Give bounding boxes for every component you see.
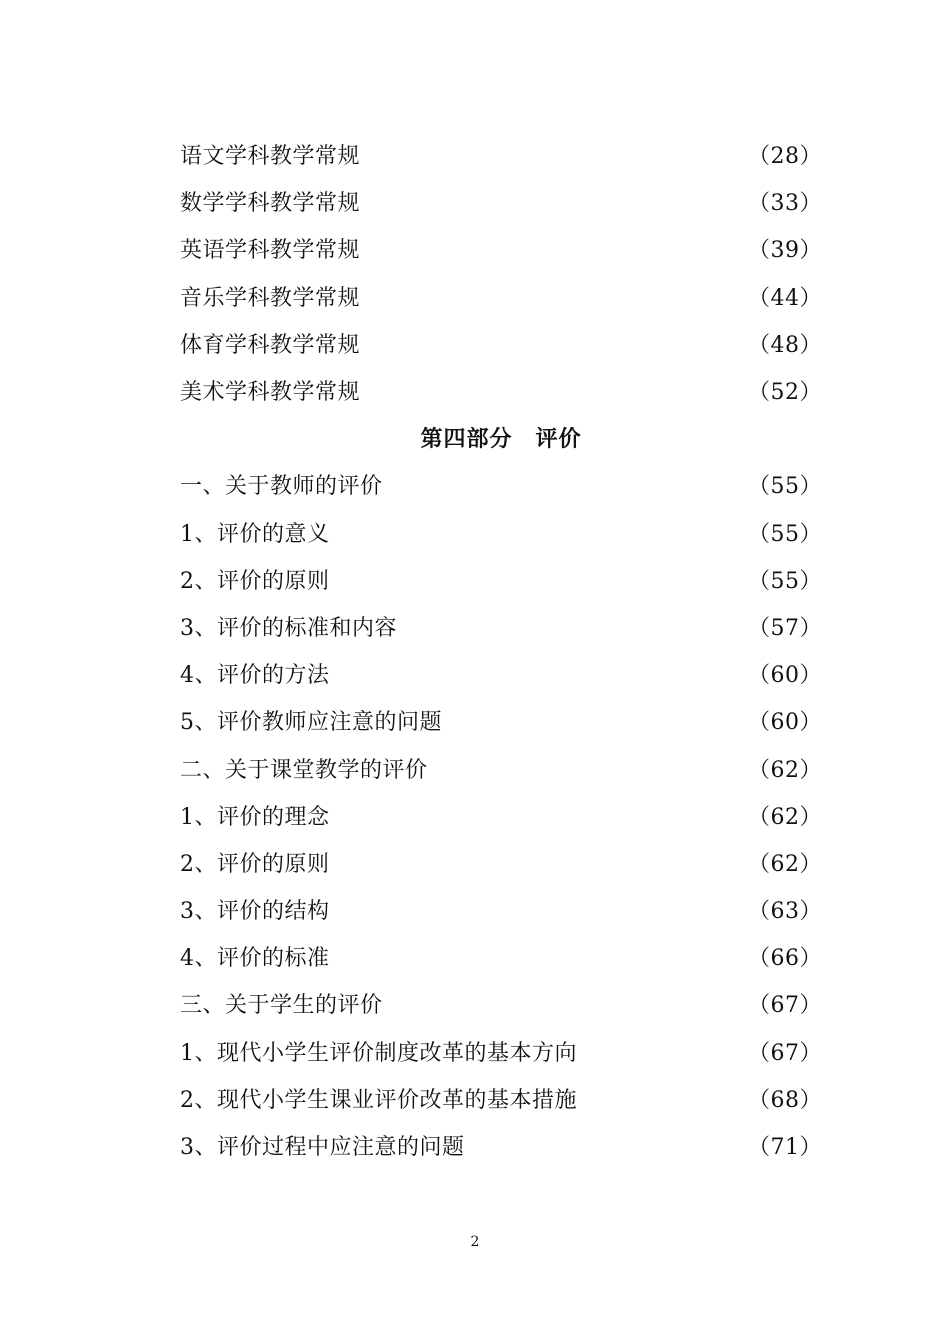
toc-entry-label: 1、评价的意义 [180, 521, 330, 547]
toc-entry-label: 3、评价过程中应注意的问题 [180, 1135, 465, 1161]
toc-entry-label: 3、评价的标准和内容 [180, 615, 397, 641]
toc-entry-label: 一、关于教师的评价 [180, 474, 383, 500]
dot-leader [579, 1040, 746, 1062]
toc-entry-label: 音乐学科教学常规 [180, 285, 361, 311]
dot-leader [362, 144, 746, 166]
toc-entry[interactable] [180, 461, 822, 508]
toc-entry-label: 三、关于学生的评价 [180, 993, 383, 1019]
dot-leader [579, 1087, 746, 1109]
toc-entry-page: （55） [748, 474, 822, 500]
toc-entry[interactable] [180, 839, 822, 886]
toc-entry-page: （63） [748, 899, 822, 925]
toc-entry-label: 1、评价的理念 [180, 804, 330, 830]
toc-entry[interactable] [180, 367, 822, 414]
dot-leader [332, 521, 747, 543]
dot-leader [362, 285, 746, 307]
toc-entry-page: （55） [748, 521, 822, 547]
toc-entry-label: 1、现代小学生评价制度改革的基本方向 [180, 1040, 577, 1066]
toc-entry[interactable] [180, 1028, 822, 1075]
dot-leader [385, 474, 746, 496]
part-heading: 第四部分 评价 [420, 427, 582, 453]
toc-entry[interactable] [180, 980, 822, 1027]
toc-entry[interactable] [180, 178, 822, 225]
toc-entry[interactable] [180, 509, 822, 556]
toc-entry-page: （48） [748, 332, 822, 358]
dot-leader [332, 568, 747, 590]
toc-entry-page: （28） [748, 144, 822, 170]
toc-entry-page: （39） [748, 238, 822, 264]
toc-entry[interactable] [180, 603, 822, 650]
dot-leader [362, 238, 746, 260]
toc-entry-page: （57） [748, 615, 822, 641]
toc-entry-page: （67） [748, 1040, 822, 1066]
toc-entry[interactable] [180, 1122, 822, 1169]
toc-entry-label: 英语学科教学常规 [180, 238, 361, 264]
dot-leader [332, 804, 747, 826]
toc-entry[interactable] [180, 697, 822, 744]
toc-entry-label: 4、评价的标准 [180, 946, 330, 972]
dot-leader [332, 899, 747, 921]
toc-entry-label: 语文学科教学常规 [180, 144, 361, 170]
toc-entry-label: 3、评价的结构 [180, 899, 330, 925]
toc-entry-label: 二、关于课堂教学的评价 [180, 757, 428, 783]
toc-entry-page: （62） [748, 851, 822, 877]
toc-entry-page: （62） [748, 804, 822, 830]
toc-entry-label: 4、评价的方法 [180, 663, 330, 689]
toc-entry-page: （62） [748, 757, 822, 783]
toc-entry-label: 2、现代小学生课业评价改革的基本措施 [180, 1087, 577, 1113]
toc-entry-label: 数学学科教学常规 [180, 191, 361, 217]
toc-entry[interactable] [180, 320, 822, 367]
dot-leader [362, 380, 746, 402]
toc-entry-page: （60） [748, 710, 822, 736]
toc-entry[interactable] [180, 792, 822, 839]
toc-entry-page: （60） [748, 663, 822, 689]
toc-entry-page: （44） [748, 285, 822, 311]
toc-entry-page: （67） [748, 993, 822, 1019]
toc-entry[interactable] [180, 886, 822, 933]
toc-entry[interactable] [180, 556, 822, 603]
dot-leader [332, 851, 747, 873]
dot-leader [385, 993, 746, 1015]
toc-entry-label: 美术学科教学常规 [180, 380, 361, 406]
dot-leader [399, 615, 746, 637]
toc-entry[interactable] [180, 225, 822, 272]
dot-leader [467, 1135, 747, 1157]
table-of-contents [180, 131, 822, 1169]
dot-leader [362, 332, 746, 354]
toc-entry-label: 2、评价的原则 [180, 851, 330, 877]
toc-entry-page: （55） [748, 568, 822, 594]
toc-entry[interactable] [180, 273, 822, 320]
toc-entry-page: （33） [748, 191, 822, 217]
toc-entry[interactable] [180, 1075, 822, 1122]
page-number: 2 [470, 1234, 480, 1250]
dot-leader [362, 191, 746, 213]
toc-entry-page: （66） [748, 946, 822, 972]
toc-entry-label: 2、评价的原则 [180, 568, 330, 594]
toc-entry[interactable] [180, 933, 822, 980]
toc-entry[interactable] [180, 650, 822, 697]
toc-entry-label: 体育学科教学常规 [180, 332, 361, 358]
toc-entry-page: （52） [748, 380, 822, 406]
dot-leader [332, 946, 747, 968]
toc-entry-label: 5、评价教师应注意的问题 [180, 710, 442, 736]
toc-entry-page: （71） [748, 1135, 822, 1161]
toc-entry-page: （68） [748, 1087, 822, 1113]
toc-entry[interactable] [180, 744, 822, 791]
toc-entry[interactable] [180, 131, 822, 178]
dot-leader [332, 663, 747, 685]
dot-leader [444, 710, 746, 732]
dot-leader [430, 757, 746, 779]
